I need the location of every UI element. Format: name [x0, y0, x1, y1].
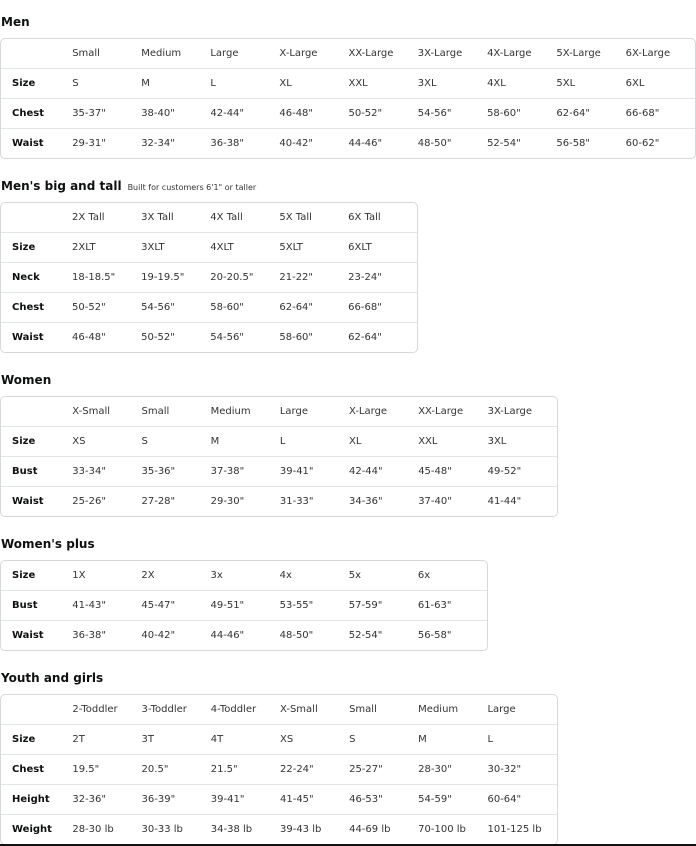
table-cell: 4XL: [487, 69, 556, 99]
table-cell: 54-56": [141, 293, 210, 323]
table-cell: 66-68": [348, 293, 417, 323]
table-cell: 2X: [141, 570, 155, 581]
row-label: Size: [1, 69, 72, 99]
table-cell: 52-54": [349, 621, 418, 651]
row-label: Chest: [1, 755, 72, 785]
table-cell: 36-39": [142, 785, 211, 815]
header-corner-cell: [1, 397, 72, 427]
table-cell: 50-52": [348, 99, 417, 129]
size-chart-card: [0, 694, 558, 845]
table-cell: XXL: [418, 427, 487, 457]
table-cell: 33-34": [72, 457, 141, 487]
section-youth: [0, 670, 558, 845]
table-cell: 35-36": [141, 457, 210, 487]
column-header: Medium: [141, 48, 182, 59]
section-women: [0, 372, 558, 517]
section-note: Built for customers 6'1" or taller: [127, 183, 257, 192]
table-cell: 39-41": [211, 785, 280, 815]
table-cell: XS: [280, 725, 349, 755]
table-cell: 44-69 lb: [349, 815, 418, 845]
table-cell: XXL: [348, 69, 417, 99]
table-row: [1, 815, 557, 845]
table-cell: 40-42": [279, 129, 348, 159]
table-cell: 5XLT: [279, 233, 348, 263]
table-cell: 18-18.5": [72, 263, 141, 293]
header-corner-cell: [1, 39, 72, 69]
column-header: 5X Tall: [279, 212, 312, 223]
table-cell: 48-50": [418, 129, 487, 159]
table-cell: 58-60": [279, 323, 348, 353]
column-header: Small: [72, 48, 100, 59]
row-label: Waist: [1, 487, 72, 517]
table-cell: 70-100 lb: [418, 815, 487, 845]
header-corner-cell: [1, 203, 72, 233]
table-row: [1, 293, 417, 323]
size-chart-card: [0, 202, 418, 353]
table-cell: 1X: [72, 570, 86, 581]
table-cell: S: [72, 69, 141, 99]
table-cell: 3T: [142, 725, 211, 755]
table-cell: 29-31": [72, 129, 141, 159]
table-cell: 101-125 lb: [487, 815, 557, 845]
table-cell: L: [210, 69, 279, 99]
column-header: Small: [141, 406, 170, 417]
table-cell: 62-64": [556, 99, 625, 129]
table-row: [1, 129, 695, 159]
table-cell: 27-28": [141, 487, 210, 517]
table-row: [1, 323, 417, 353]
table-cell: 58-60": [487, 99, 556, 129]
table-cell: 6x: [417, 570, 431, 581]
table-cell: 37-40": [418, 487, 487, 517]
column-header: Medium: [210, 406, 251, 417]
size-chart-card: [0, 38, 696, 159]
table-cell: 3XL: [488, 427, 557, 457]
table-row: [1, 457, 557, 487]
table-cell: 4XLT: [210, 233, 279, 263]
table-cell: XL: [349, 427, 418, 457]
row-label: Chest: [1, 99, 72, 129]
table-cell: 39-41": [280, 457, 349, 487]
table-cell: 49-51": [211, 591, 280, 621]
table-cell: 29-30": [211, 487, 280, 517]
section-title: Men's big and tall: [1, 179, 122, 193]
size-table-men: [1, 39, 695, 158]
table-cell: 20-20.5": [210, 263, 279, 293]
table-cell: L: [280, 427, 349, 457]
section-womens-plus: [0, 536, 488, 651]
column-header: XX-Large: [418, 406, 464, 417]
table-cell: 54-56": [418, 99, 487, 129]
table-cell: 52-54": [487, 129, 556, 159]
section-title: Women's plus: [1, 537, 95, 551]
table-cell: 36-38": [72, 621, 141, 651]
table-row: [1, 99, 695, 129]
table-cell: 50-52": [72, 293, 141, 323]
table-cell: 49-52": [488, 457, 557, 487]
table-cell: 4x: [279, 570, 292, 581]
table-cell: 60-64": [487, 785, 557, 815]
table-cell: 28-30 lb: [72, 815, 141, 845]
column-header: XX-Large: [348, 48, 394, 59]
table-cell: 66-68": [626, 99, 695, 129]
table-row: [1, 263, 417, 293]
table-cell: 32-36": [72, 785, 141, 815]
column-header: 3X-Large: [417, 48, 463, 59]
table-header-row: [1, 203, 417, 233]
table-cell: XS: [72, 427, 141, 457]
table-cell: 21.5": [211, 755, 280, 785]
table-row: [1, 427, 557, 457]
table-cell: 19-19.5": [141, 263, 210, 293]
table-cell: 53-55": [280, 591, 349, 621]
table-cell: 62-64": [348, 323, 417, 353]
table-cell: 6XL: [626, 69, 695, 99]
table-cell: S: [141, 427, 210, 457]
size-table-womens-plus: [1, 561, 487, 650]
table-cell: M: [141, 69, 210, 99]
table-cell: 39-43 lb: [280, 815, 349, 845]
column-header: Large: [279, 406, 308, 417]
table-cell: 3x: [210, 570, 223, 581]
table-row: [1, 561, 487, 591]
table-header-row: [1, 397, 557, 427]
table-cell: 20.5": [142, 755, 211, 785]
row-label: Neck: [1, 263, 72, 293]
column-header: X-Large: [279, 48, 318, 59]
table-cell: 46-48": [279, 99, 348, 129]
table-cell: 32-34": [141, 129, 210, 159]
table-cell: 34-38 lb: [211, 815, 280, 845]
column-header: 2X Tall: [72, 212, 105, 223]
table-cell: 22-24": [280, 755, 349, 785]
table-cell: 5XL: [556, 69, 625, 99]
table-cell: 38-40": [141, 99, 210, 129]
column-header: 4-Toddler: [210, 704, 257, 715]
row-label: Height: [1, 785, 72, 815]
table-cell: 35-37": [72, 99, 141, 129]
table-row: [1, 755, 557, 785]
table-cell: 21-22": [279, 263, 348, 293]
column-header: 2-Toddler: [72, 704, 118, 715]
table-cell: 40-42": [141, 621, 210, 651]
section-title: Youth and girls: [1, 671, 104, 685]
header-corner-cell: [1, 695, 72, 725]
table-cell: 42-44": [210, 99, 279, 129]
table-cell: 2XLT: [72, 233, 141, 263]
section-big-tall: [0, 178, 418, 353]
column-header: 3X Tall: [141, 212, 174, 223]
row-label: Size: [12, 570, 36, 581]
table-cell: 3XL: [418, 69, 487, 99]
table-cell: 30-33 lb: [142, 815, 211, 845]
table-cell: 54-56": [210, 323, 279, 353]
table-cell: 48-50": [280, 621, 349, 651]
table-cell: 42-44": [349, 457, 418, 487]
table-cell: 41-45": [280, 785, 349, 815]
section-title: Men: [1, 15, 30, 29]
row-label: Size: [1, 725, 72, 755]
table-cell: M: [211, 427, 280, 457]
column-header: 4X-Large: [487, 48, 532, 59]
column-header: Large: [210, 48, 239, 59]
column-header: Large: [487, 704, 516, 715]
size-chart-card: [0, 560, 488, 651]
column-header: X-Large: [348, 406, 388, 417]
table-cell: 44-46": [348, 129, 417, 159]
table-cell: 36-38": [210, 129, 279, 159]
table-cell: 60-62": [626, 129, 695, 159]
table-cell: 41-44": [488, 487, 557, 517]
row-label: Weight: [1, 815, 72, 845]
column-header: 4X Tall: [210, 212, 243, 223]
column-header: 6X-Large: [625, 48, 671, 59]
row-label: Bust: [1, 591, 72, 621]
table-row: [1, 233, 417, 263]
table-cell: 62-64": [279, 293, 348, 323]
column-header: 3-Toddler: [141, 704, 187, 715]
table-row: [1, 621, 487, 651]
table-cell: 19.5": [72, 755, 141, 785]
row-label: Waist: [1, 323, 72, 353]
row-label: Chest: [1, 293, 72, 323]
row-label: Size: [1, 427, 72, 457]
table-cell: 3XLT: [141, 233, 210, 263]
table-cell: 44-46": [211, 621, 280, 651]
column-header: 3X-Large: [487, 406, 533, 417]
size-table-women: [1, 397, 557, 516]
table-cell: M: [418, 725, 487, 755]
table-cell: 41-43": [72, 591, 141, 621]
table-header-row: [1, 39, 695, 69]
section-men: [0, 14, 696, 159]
table-cell: 46-48": [72, 323, 141, 353]
table-cell: 61-63": [418, 591, 487, 621]
table-cell: 50-52": [141, 323, 210, 353]
table-cell: 25-26": [72, 487, 141, 517]
table-cell: 58-60": [210, 293, 279, 323]
size-chart-card: [0, 396, 558, 517]
table-cell: 45-47": [141, 591, 210, 621]
row-label: Bust: [1, 457, 72, 487]
table-cell: 54-59": [418, 785, 487, 815]
table-cell: 31-33": [280, 487, 349, 517]
table-cell: 5x: [348, 570, 361, 581]
row-label: Waist: [1, 621, 72, 651]
table-cell: XL: [279, 69, 348, 99]
table-cell: 57-59": [349, 591, 418, 621]
column-header: Small: [349, 704, 377, 715]
table-cell: 56-58": [418, 621, 487, 651]
column-header: 5X-Large: [556, 48, 601, 59]
table-cell: 34-36": [349, 487, 418, 517]
section-title: Women: [1, 373, 52, 387]
row-label: Size: [1, 233, 72, 263]
table-cell: 45-48": [418, 457, 487, 487]
table-row: [1, 725, 557, 755]
table-row: [1, 69, 695, 99]
table-cell: 30-32": [487, 755, 557, 785]
table-row: [1, 487, 557, 517]
size-table-youth: [1, 695, 557, 844]
column-header: Medium: [418, 704, 459, 715]
size-table-big-tall: [1, 203, 417, 352]
column-header: 6X Tall: [348, 212, 381, 223]
table-cell: 28-30": [418, 755, 487, 785]
table-header-row: [1, 695, 557, 725]
table-cell: 4T: [211, 725, 280, 755]
table-cell: S: [349, 725, 418, 755]
table-cell: 56-58": [556, 129, 625, 159]
table-cell: 25-27": [349, 755, 418, 785]
table-cell: 23-24": [348, 263, 417, 293]
table-cell: L: [487, 725, 557, 755]
table-cell: 6XLT: [348, 233, 417, 263]
table-cell: 37-38": [211, 457, 280, 487]
table-cell: 46-53": [349, 785, 418, 815]
table-row: [1, 591, 487, 621]
row-label: Waist: [1, 129, 72, 159]
table-row: [1, 785, 557, 815]
column-header: X-Small: [72, 406, 111, 417]
table-cell: 2T: [72, 725, 141, 755]
column-header: X-Small: [279, 704, 318, 715]
